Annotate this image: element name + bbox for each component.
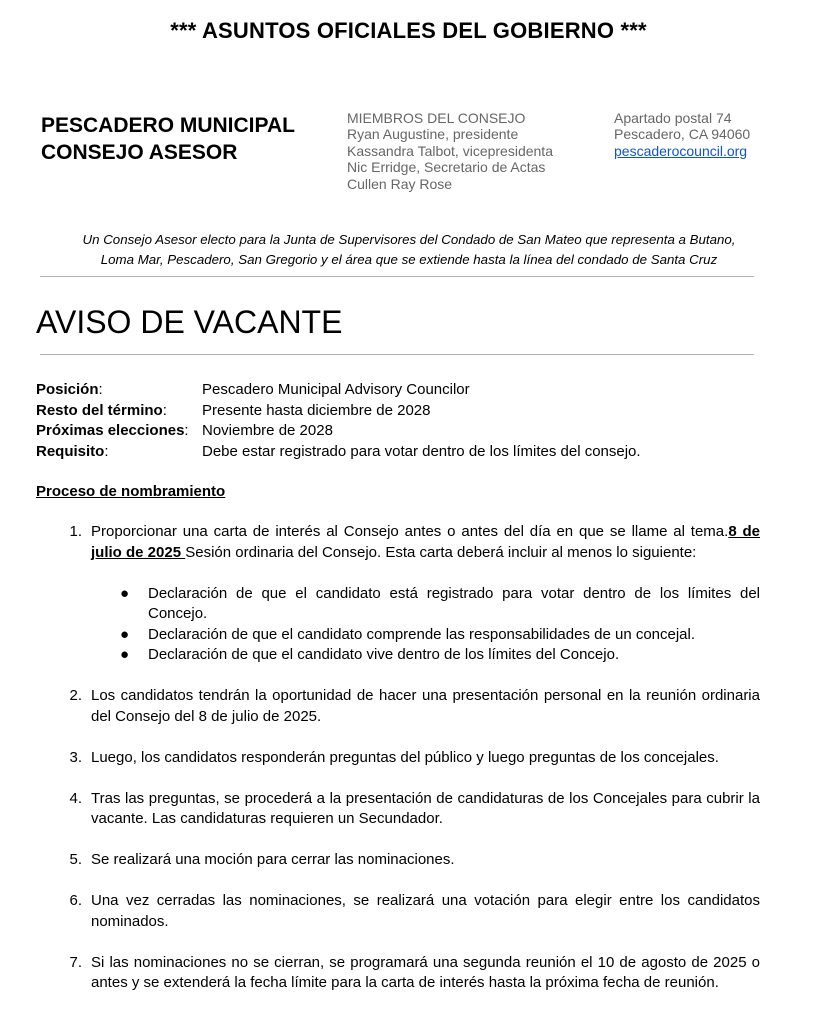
requirement-text: Declaración de que el candidato vive dentro de los límites del Concejo. — [148, 646, 620, 663]
step-item — [36, 789, 760, 830]
bullet-icon: ● — [120, 625, 130, 643]
detail-label: Posición — [36, 381, 99, 398]
members-heading: MIEMBROS DEL CONSEJO — [347, 110, 526, 126]
tagline-line-1: Un Consejo Asesor electo para la Junta de Supervisores del Condado de San Mateo que representa a Butano, — [82, 232, 736, 247]
step-text: Los candidatos tendrán la oportunidad de hacer una presentación personal en la reunión ordinaria del Consejo del 8 de julio de 2025. — [91, 687, 760, 725]
requirement-item — [91, 645, 760, 666]
step-text — [91, 522, 760, 666]
step-number: 6. — [69, 892, 82, 909]
step-number: 4. — [69, 789, 82, 807]
step-item — [36, 522, 760, 666]
detail-colon: : — [104, 442, 109, 460]
detail-colon: : — [184, 422, 189, 439]
step-item — [36, 953, 760, 994]
detail-label: Próximas elecciones — [36, 422, 185, 439]
detail-value: Presente hasta diciembre de 2028 — [202, 401, 431, 419]
requirement-item — [91, 625, 760, 646]
member-name: Nic Erridge, Secretario de Actas — [347, 159, 546, 176]
detail-value: Debe estar registrado para votar dentro de los límites del consejo. — [202, 442, 641, 460]
step-number: 2. — [69, 687, 82, 704]
divider-title — [40, 354, 754, 355]
po-box: Apartado postal 74 — [614, 110, 732, 126]
detail-row — [36, 401, 641, 422]
member-name: Kassandra Talbot, vicepresidenta — [347, 142, 553, 159]
requirement-text: Declaración de que el candidato está registrado para votar dentro de los límites del Concejo. — [148, 584, 760, 622]
step-item — [36, 748, 760, 769]
step-item — [36, 850, 760, 871]
step-1-continuation: Sesión ordinaria del Consejo. Esta carta deberá incluir al menos lo siguiente: — [185, 543, 697, 561]
bullet-icon: ● — [120, 646, 130, 663]
step-text: Una vez cerradas las nominaciones, se realizará una votación para elegir entre los candidatos nominados. — [91, 892, 760, 930]
detail-colon: : — [162, 401, 167, 419]
step-text: Tras las preguntas, se procederá a la presentación de candidaturas de los Concejales para cubrir la vacante. Las candidaturas requieren un Secundador. — [91, 789, 760, 827]
tagline-line-2: Loma Mar, Pescadero, San Gregorio y el área que se extiende hasta la línea del condado de Santa Cruz — [100, 251, 718, 267]
council-members — [347, 110, 553, 192]
mailing-address — [614, 110, 750, 159]
step-item — [36, 686, 760, 727]
org-name-line-1: PESCADERO MUNICIPAL — [41, 114, 295, 137]
requirement-item — [91, 584, 760, 625]
council-description — [40, 230, 778, 269]
detail-label: Resto del término — [36, 401, 163, 419]
step-1-intro: Proporcionar una carta de interés al Consejo antes o antes del día en que se llame al tema. — [91, 523, 729, 540]
detail-value: Pescadero Municipal Advisory Councilor — [202, 381, 470, 398]
bullet-icon: ● — [120, 584, 130, 602]
city-state-zip: Pescadero, CA 94060 — [614, 126, 751, 143]
detail-colon: : — [98, 381, 103, 398]
step-number: 5. — [69, 851, 82, 868]
detail-row — [36, 380, 641, 401]
appointment-steps — [36, 522, 760, 1014]
step-number: 1. — [69, 523, 82, 540]
step-text: Si las nominaciones no se cierran, se programará una segunda reunión el 10 de agosto de 2025 o antes y se extenderá la fecha límite para la carta de interés hasta la próxima fecha de reunión. — [91, 953, 760, 991]
member-name: Cullen Ray Rose — [347, 175, 453, 192]
notice-title: AVISO DE VACANTE — [36, 304, 343, 340]
meeting-date: 8 de julio de 2025 — [91, 523, 761, 561]
member-name: Ryan Augustine, presidente — [347, 126, 519, 143]
org-name-line-2: CONSEJO ASESOR — [41, 141, 238, 164]
banner-heading: *** ASUNTOS OFICIALES DEL GOBIERNO *** — [170, 18, 647, 43]
detail-row — [36, 442, 641, 463]
step-item — [36, 891, 760, 932]
step-number: 3. — [69, 748, 82, 766]
step-text: Se realizará una moción para cerrar las nominaciones. — [91, 851, 455, 868]
website-link[interactable]: pescaderocouncil.org — [614, 142, 748, 159]
step-text: Luego, los candidatos responderán preguntas del público y luego preguntas de los concejales. — [91, 748, 719, 766]
requirement-text: Declaración de que el candidato comprende las responsabilidades de un concejal. — [148, 625, 696, 643]
letter-requirements — [91, 584, 760, 666]
vacancy-details — [36, 380, 641, 462]
step-number: 7. — [69, 953, 82, 971]
detail-row — [36, 421, 641, 442]
detail-label: Requisito — [36, 442, 105, 460]
divider-top — [40, 276, 754, 277]
process-heading: Proceso de nombramiento — [36, 483, 226, 500]
organization-name — [41, 112, 295, 166]
detail-value: Noviembre de 2028 — [202, 422, 333, 439]
